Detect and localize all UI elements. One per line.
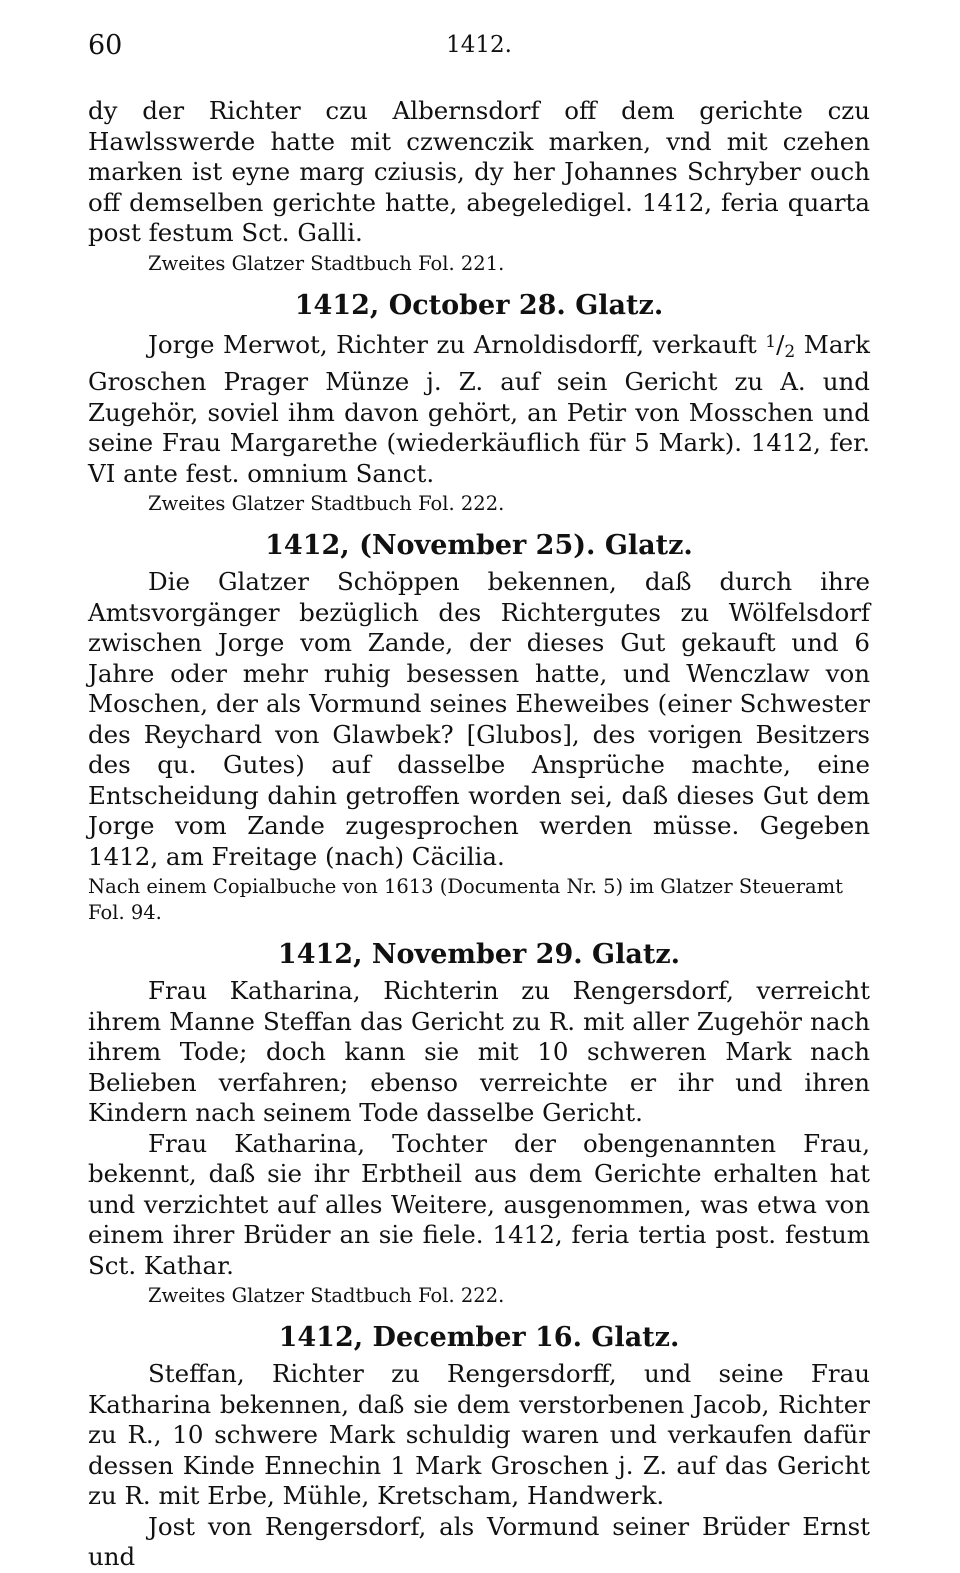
fraction-numerator: 1 (765, 331, 777, 352)
entry-source-note: Zweites Glatzer Stadtbuch Fol. 221. (148, 251, 505, 275)
running-head: 1412. (446, 32, 512, 58)
entry-source-note: Nach einem Copialbuche von 1613 (Documenta Nr. 5) im Glatzer Steueramt Fol. 94. (88, 875, 843, 924)
entry-heading: 1412, (November 25). Glatz. (265, 530, 693, 561)
entry-heading: 1412, November 29. Glatz. (277, 939, 681, 970)
page-content (88, 96, 870, 1573)
entry-continuation-text: dy der Richter czu Albernsdorf off dem gerichte czu Hawlsswerde hatte mit czwenczik marken, vnd mit czehen marken ist eyne marg cziusis, dy her Johannes Schryber ouch off demselben gerichte hatte, abegeledigel. 1412, feria quarta post festum Sct. Galli. (88, 96, 870, 247)
entry-text: Frau Katharina, Richterin zu Rengersdorf, verreicht ihrem Manne Steffan das Gericht zu R. mit aller Zugehör nach ihrem Tode; doch kann sie mit 10 schweren Mark nach Belieben verfahren; ebenso verreichte er ihr und ihren Kindern nach seinem Tode dasselbe Gericht. (88, 976, 870, 1127)
entry-text-part: Mark Groschen Prager Münze j. Z. auf sein Gericht zu A. und Zugehör, soviel ihm davon gehört, an Petir von Mosschen und seine Frau Margarethe (wiederkäuflich für 5 Mark). 1412, fer. VI ante fest. omnium Sanct. (88, 329, 870, 488)
entry-heading: 1412, October 28. Glatz. (294, 289, 664, 321)
page-header (88, 30, 870, 70)
entry-text: Frau Katharina, Tochter der obengenannten Frau, bekennt, daß sie ihr Erbtheil aus dem Gerichte erhalten hat und verzichtet auf alles Weitere, ausgenommen, was etwa von einem ihrer Brüder an sie fiele. 1412, feria tertia post. festum Sct. Kathar. (88, 1128, 870, 1280)
entry-source-note: Zweites Glatzer Stadtbuch Fol. 222. (148, 1284, 505, 1307)
page-number: 60 (88, 30, 123, 61)
entry-text: Jost von Rengersdorf, als Vormund seiner Brüder Ernst und (88, 1511, 870, 1571)
entry-text-part: Jorge Merwot, Richter zu Arnoldisdorff, verkauft (148, 329, 766, 359)
entry-text: Jorge Merwot, Richter zu Arnoldisdorff, verkauft $^1$/2 Mark Groschen Prager Münze j. Z. auf sein Gericht zu A. und Zugehör, soviel ihm davon gehört, an Petir von Mosschen und seine Frau Margarethe (wiederkäuflich für 5 Mark). 1412, fer. VI ante fest. omnium Sanct. (88, 329, 870, 488)
entry-text: Die Glatzer Schöppen bekennen, daß durch ihre Amtsvorgänger bezüglich des Richtergutes zu Wölfelsdorf zwischen Jorge vom Zande, der dieses Gut gekauft und 6 Jahre oder mehr ruhig besessen hatte, und Wenczlaw von Moschen, der als Vormund seines Eheweibes (einer Schwester des Reychard von Glawbek? [Glubos], des vorigen Besitzers des qu. Gutes) auf dasselbe Ansprüche machte, eine Entscheidung dahin getroffen worden sei, daß dieses Gut dem Jorge vom Zande zugesprochen werden müsse. Gegeben 1412, am Freitage (nach) Cäcilia. (88, 567, 870, 871)
entry-heading: 1412, December 16. Glatz. (278, 1322, 680, 1353)
entry-source-note: Zweites Glatzer Stadtbuch Fol. 222. (148, 492, 505, 515)
fraction-denominator: 2 (784, 341, 796, 362)
entry-text: Steffan, Richter zu Rengersdorff, und seine Frau Katharina bekennen, daß sie dem verstorbenen Jacob, Richter zu R., 10 schwere Mark schuldig waren und verkaufen dafür dessen Kinde Ennechin 1 Mark Groschen j. Z. auf das Gericht zu R. mit Erbe, Mühle, Kretscham, Handwerk. (88, 1359, 870, 1510)
